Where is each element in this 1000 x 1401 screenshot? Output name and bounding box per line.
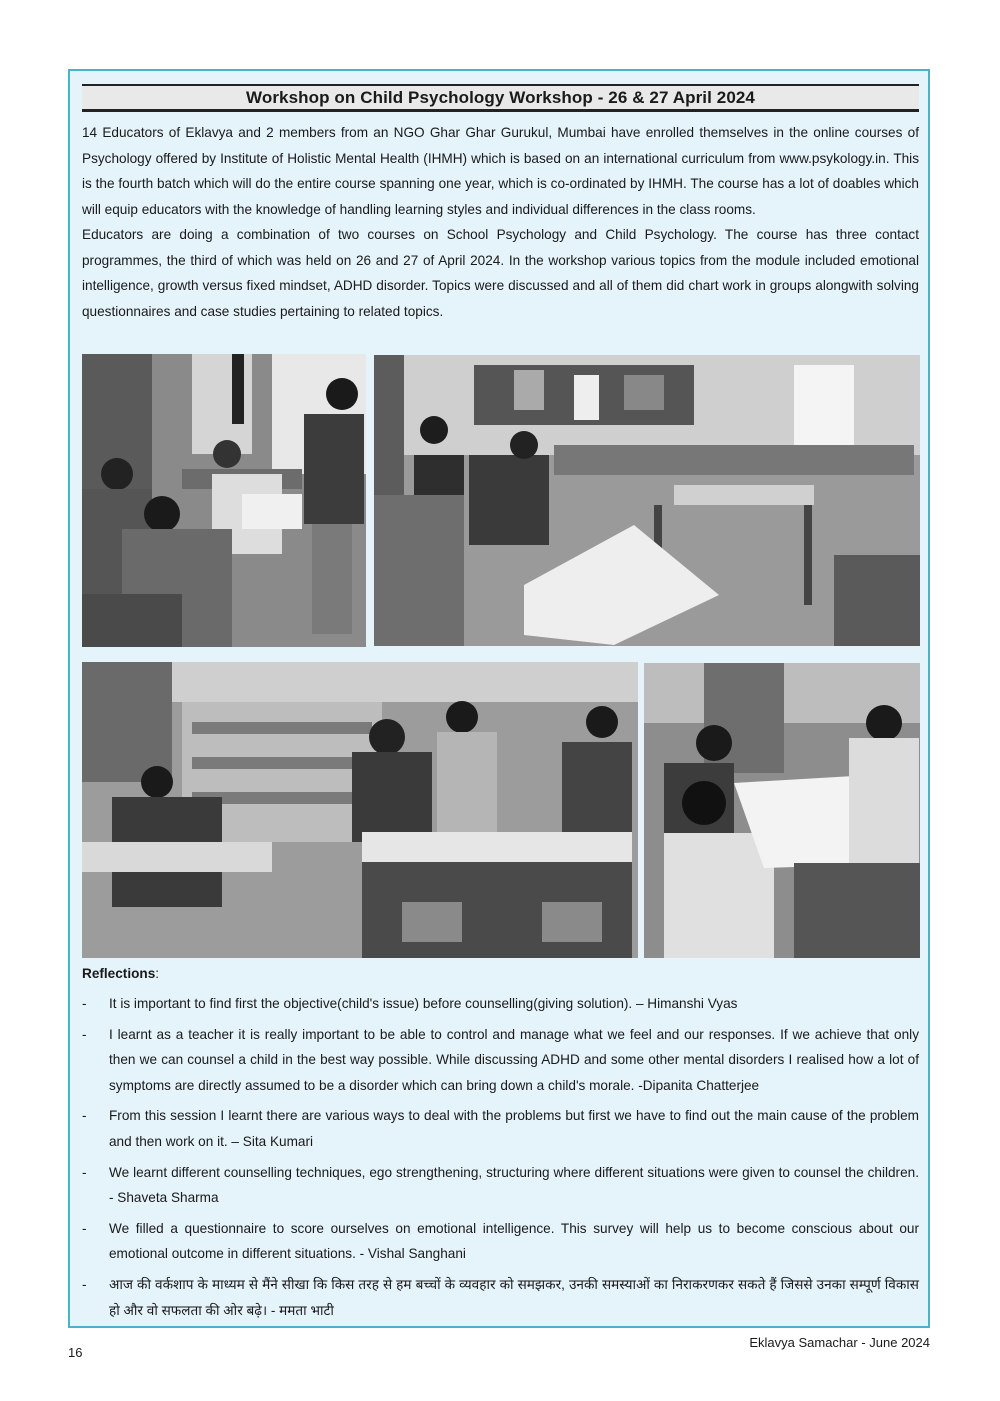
- reflections-section: [82, 963, 919, 1328]
- publication-footer: Eklavya Samachar - June 2024: [749, 1335, 930, 1350]
- title-bar: [82, 84, 919, 112]
- photo-classroom-groups: [374, 355, 920, 646]
- intro-text: [82, 120, 919, 324]
- photo-image: [82, 662, 638, 958]
- reflection-text: I learnt as a teacher it is really important to be able to control and manage what we feel and our responses. If we achieve that only then we can counsel a child in the best way possible. While discussing ADHD and some other mental disorders I realised how a lot of symptoms are directly assumed to be a disorder which can bring down a child's morale. -Dipanita Chatterjee: [109, 1026, 919, 1093]
- bullet-dash: -: [82, 1220, 87, 1236]
- photo-chart-work: [644, 663, 920, 958]
- bullet-dash: -: [82, 1276, 87, 1292]
- bullet-dash: -: [82, 1108, 87, 1124]
- photo-image: [644, 663, 920, 958]
- bullet-dash: -: [82, 996, 87, 1011]
- article-title: Workshop on Child Psychology Workshop - 26 & 27 April 2024: [246, 87, 755, 107]
- photo-seated-educators: [82, 662, 638, 958]
- page-number: 16: [68, 1345, 83, 1360]
- reflection-item: [82, 1216, 919, 1267]
- reflections-heading-text: Reflections: [82, 966, 156, 981]
- reflection-item: [82, 991, 919, 1017]
- reflections-colon: :: [155, 966, 160, 981]
- intro-paragraph: Educators are doing a combination of two courses on School Psychology and Child Psychology. The course has three contact programmes, the third of which was held on 26 and 27 of April 2024. In the workshop various topics from the module included emotional intelligence, growth versus fixed mindset, ADHD disorder. Topics were discussed and all of them did chart work in groups alongwith solving questionnaires and case studies pertaining to related topics.: [82, 227, 919, 319]
- reflection-item: [82, 1272, 919, 1323]
- reflection-text: We learnt different counselling techniques, ego strengthening, structuring where different situations were given to counsel the children. - Shaveta Sharma: [109, 1164, 919, 1206]
- bullet-dash: -: [82, 1164, 87, 1180]
- photo-image: [374, 355, 920, 646]
- reflections-heading: [82, 963, 919, 985]
- photo-image: [82, 354, 366, 647]
- reflection-text: We filled a questionnaire to score ourselves on emotional intelligence. This survey will help us to become conscious about our emotional outcome in different situations. - Vishal Sanghani: [109, 1220, 919, 1262]
- photo-discussion: [82, 354, 366, 647]
- reflection-item: [82, 1160, 919, 1211]
- reflection-item: [82, 1103, 919, 1154]
- reflection-text: From this session I learnt there are various ways to deal with the problems but first we have to find out the main cause of the problem and then work on it. – Sita Kumari: [109, 1108, 919, 1149]
- reflection-text: आज की वर्कशाप के माध्यम से मैंने सीखा कि किस तरह से हम बच्चों के व्यवहार को समझकर, उनकी समस्याओं का निराकरणकर सकते हैं जिससे उनका सम्पूर्ण विकास हो और वो सफलता की ओर बढ़े। - ममता भाटी: [109, 1276, 919, 1318]
- bullet-dash: -: [82, 1026, 87, 1042]
- intro-paragraph: 14 Educators of Eklavya and 2 members from an NGO Ghar Ghar Gurukul, Mumbai have enrolled themselves in the online courses of Psychology offered by Institute of Holistic Mental Health (IHMH) which is based on an international curriculum from www.psykology.in. This is the fourth batch which will do the entire course spanning one year, which is co-ordinated by IHMH. The course has a lot of doables which will equip educators with the knowledge of handling learning styles and individual differences in the class rooms.: [82, 125, 919, 217]
- reflection-item: [82, 1022, 919, 1099]
- reflection-text: It is important to find first the objective(child's issue) before counselling(giving solution). – Himanshi Vyas: [109, 996, 738, 1011]
